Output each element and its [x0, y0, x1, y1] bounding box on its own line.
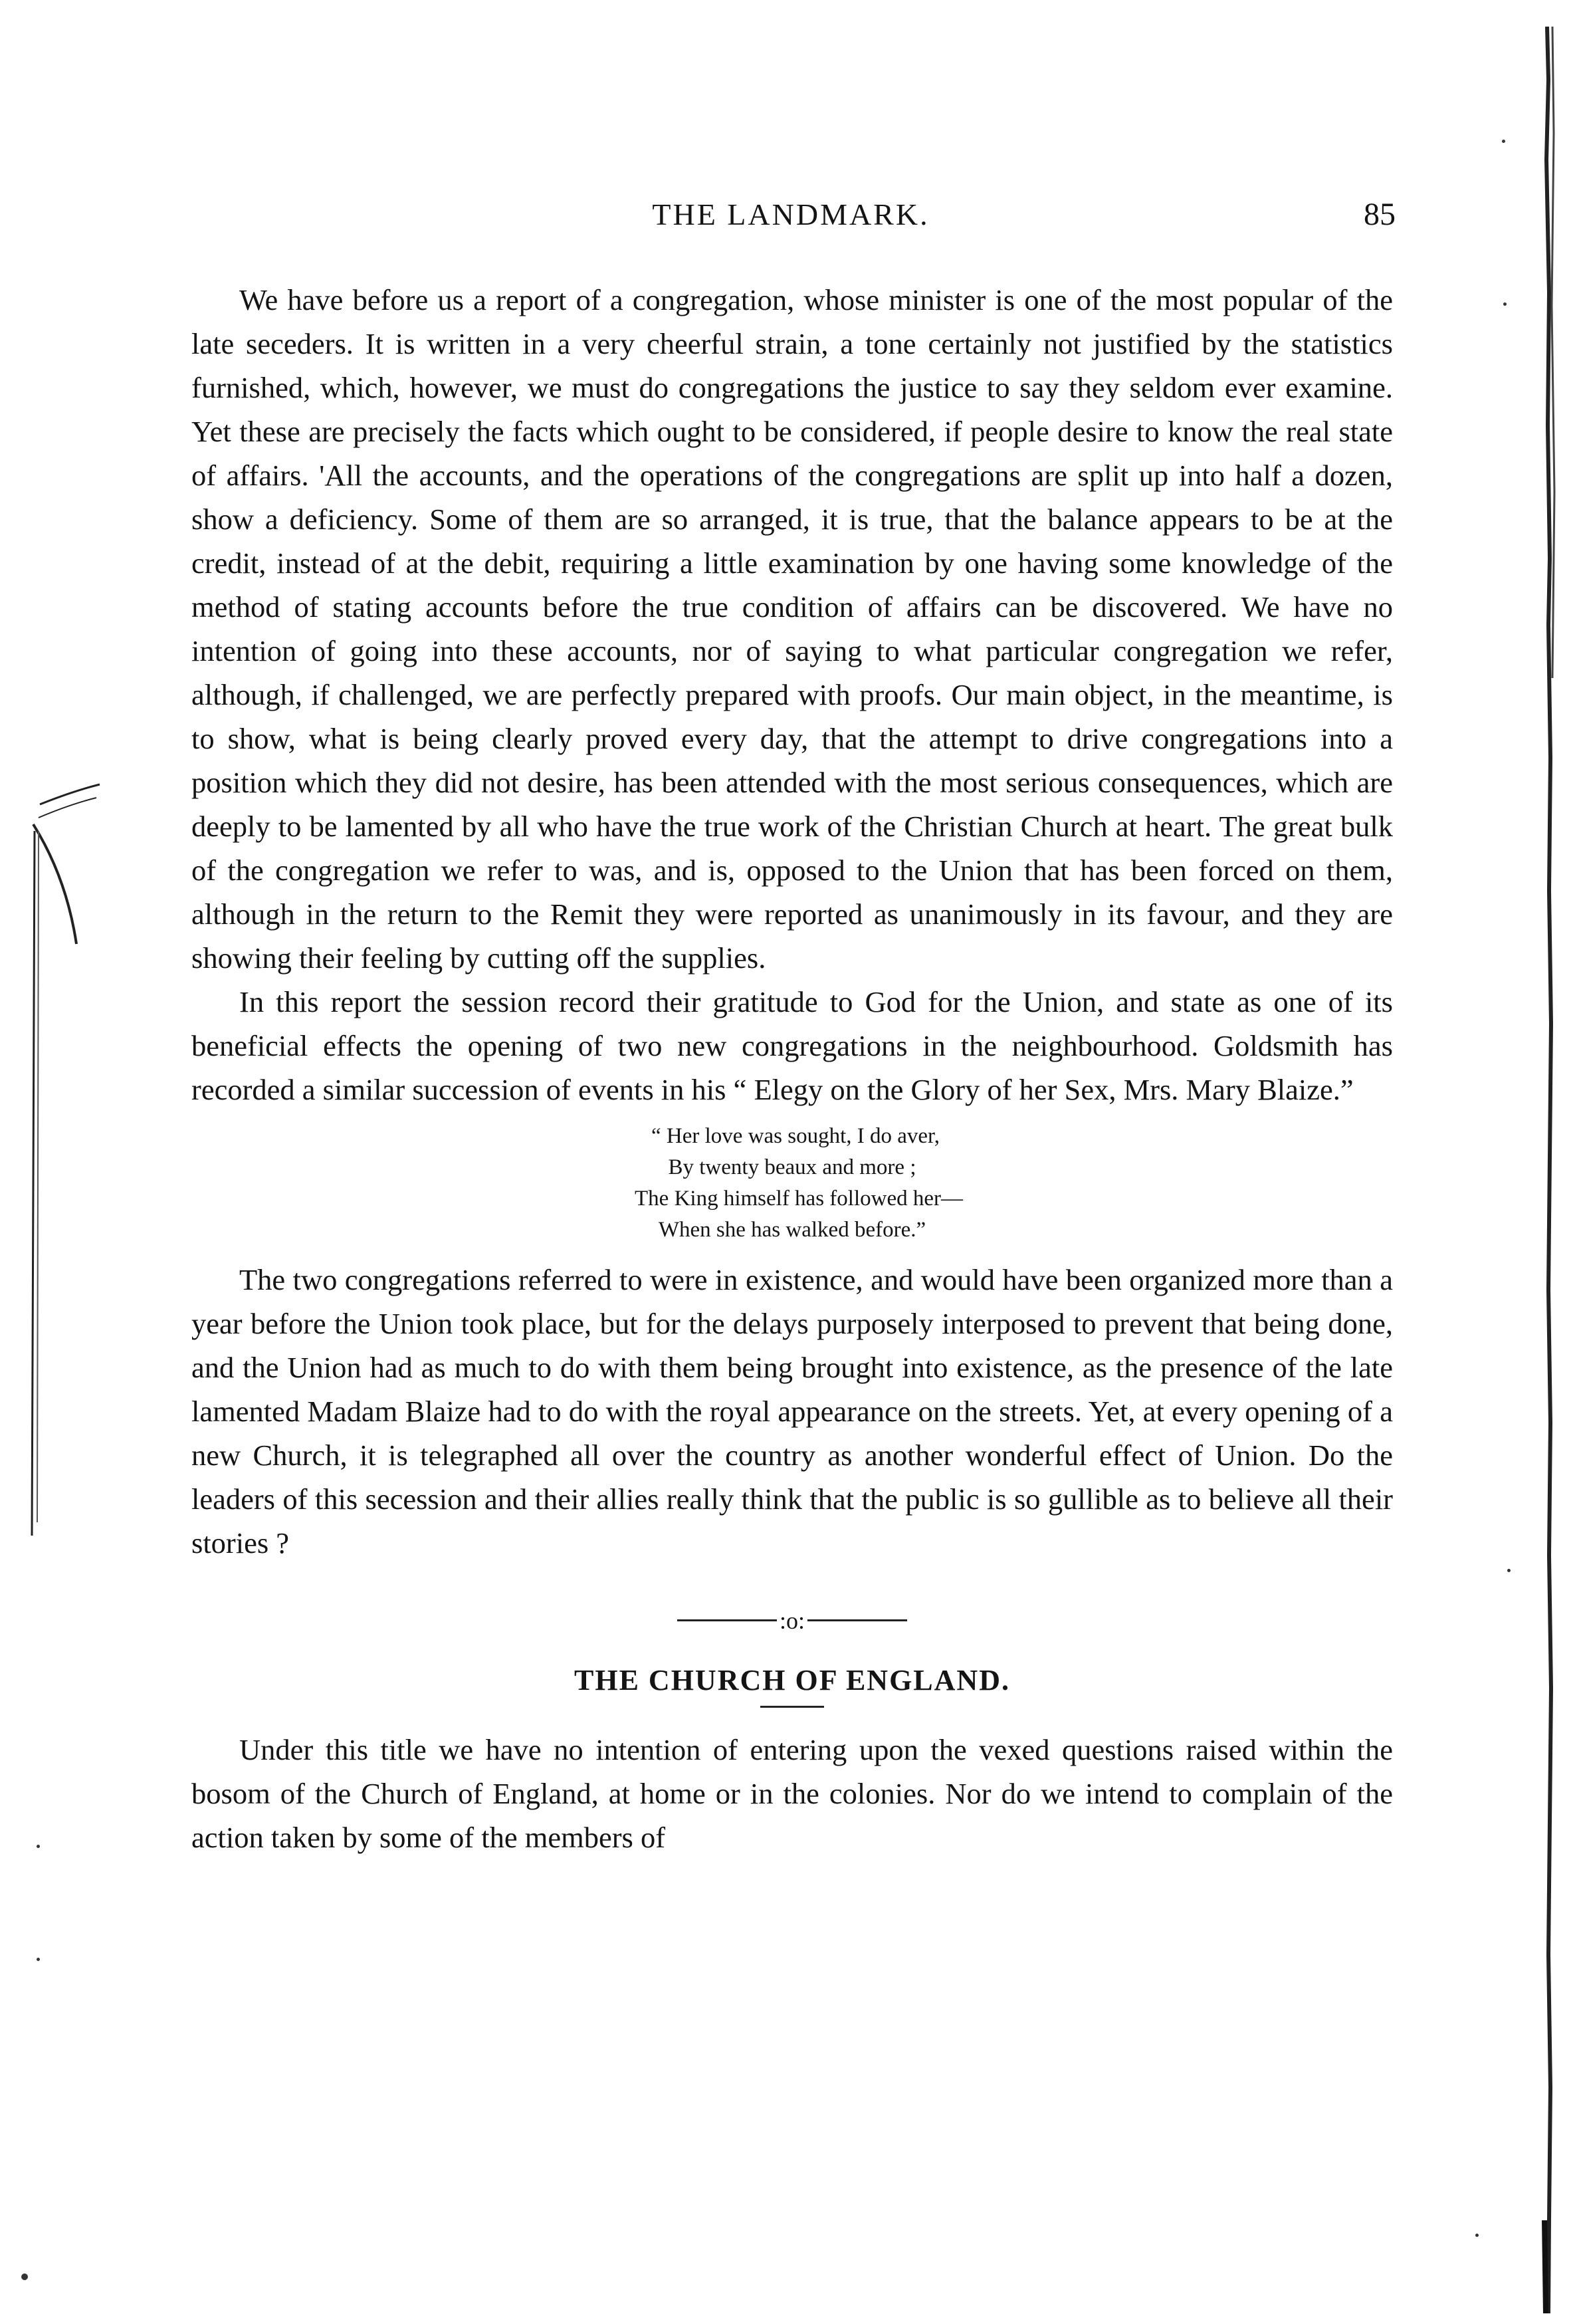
paragraph: The two congregations referred to were in existence, and would have been organized more than a year before the Union took place, but for the delays purposely interposed to prevent that being done, and the Union had as much to do with them being brought into existence, as the presence of the late lamented Madam Blaize had to do with the royal appearance on the streets. Yet, at every opening of a new Church, it is telegraphed all over the country as another wonderful effect of Union. Do the leaders of this secession and their allies really think that the public is so gullible as to believe all their stories ? [191, 1263, 1393, 1560]
running-title: THE LANDMARK. [652, 197, 930, 231]
verse-quotation [191, 1121, 1393, 1246]
scan-speck [21, 2273, 28, 2280]
scan-speck [1475, 2234, 1479, 2237]
scan-speck [37, 1845, 40, 1848]
scan-speck [1507, 1569, 1511, 1572]
verse-line: When she has walked before.” [658, 1218, 926, 1242]
scan-speck [1503, 302, 1507, 306]
page-number: 85 [1364, 197, 1396, 232]
section-heading: THE CHURCH OF ENGLAND. [574, 1663, 1010, 1696]
margin-bracket [20, 771, 126, 1569]
verse-line: “ Her love was sought, I do aver, [651, 1124, 940, 1148]
verse-line: By twenty beaux and more ; [668, 1155, 916, 1179]
paragraph: We have before us a report of a congregation, whose minister is one of the most popular of the late seceders. It is written in a very cheerful strain, a tone certainly not justified by the statistics furnished, which, however, we must do congregations the justice to say they seldom ever examine. Yet these are precisely the facts which ought to be considered, if people desire to know the real state of affairs. 'All the accounts, and the operations of the congregations are split up into half a dozen, show a deficiency. Some of them are so arranged, it is true, that the balance appears to be at the credit, instead of at the debit, requiring a little examination by one having some knowledge of the method of stating accounts before the true condition of affairs can be discovered. We have no intention of going into these accounts, nor of saying to what particular congregation we refer, although, if challenged, we are perfectly prepared with proofs. Our main object, in the meantime, is to show, what is being clearly proved every day, that the attempt to drive congregations into a position which they did not desire, has been attended with the most serious consequences, which are deeply to be lamented by all who have the true work of the Christian Church at heart. The great bulk of the congregation we refer to was, and is, opposed to the Union that has been forced on them, although in the return to the Remit they were reported as unanimously in its favour, and they are showing their feeling by cutting off the supplies. [191, 283, 1393, 975]
paragraph: In this report the session record their gratitude to God for the Union, and state as one of its beneficial effects the opening of two new congregations in the neighbourhood. Goldsmith has recorded a similar succession of events in his “ Elegy on the Glory of her Sex, Mrs. Mary Blaize.” [191, 985, 1393, 1106]
heading-rule [760, 1706, 824, 1708]
paragraph: Under this title we have no intention of entering upon the vexed questions raised within the bosom of the Church of England, at home or in the colonies. Nor do we intend to complain of the action taken by some of the members of [191, 1732, 1393, 1854]
verse-line: The King himself has followed her— [635, 1187, 963, 1211]
section-divider [191, 1605, 1393, 1634]
scan-speck [1502, 140, 1505, 143]
spine-shadow [1528, 27, 1562, 2313]
divider-ornament: :o: [779, 1607, 805, 1634]
running-head [186, 191, 1396, 238]
article-body [191, 278, 1393, 1859]
scan-speck [37, 1958, 40, 1961]
divider-rule-left [677, 1619, 777, 1621]
divider-rule-right [807, 1619, 907, 1621]
